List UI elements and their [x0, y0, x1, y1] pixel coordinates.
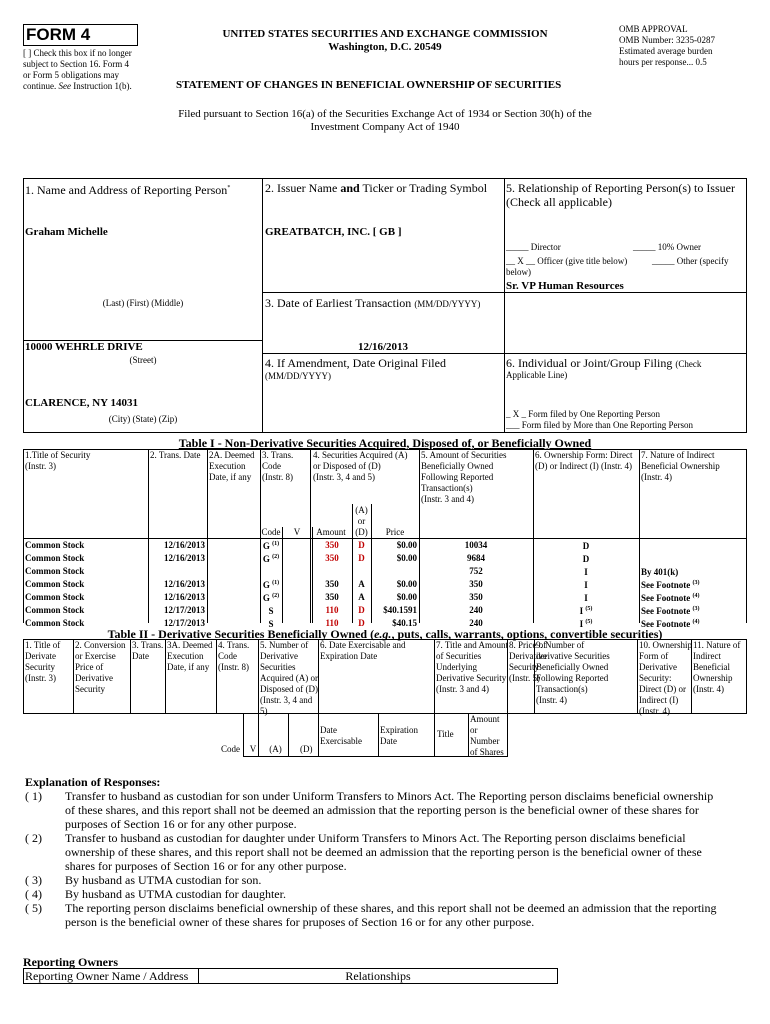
cell-owned: 240 — [469, 618, 483, 628]
filed-by-one-checkbox[interactable]: _ X _ Form filed by One Reporting Person — [506, 409, 660, 419]
checkbox-note-line: [ ] Check this box if no longer — [23, 48, 132, 58]
cell-ad: A — [358, 592, 365, 602]
t1-col-title-header: 1.Title of Security (Instr. 3) — [25, 450, 91, 471]
cell-ad: D — [358, 540, 365, 550]
cell-price: $0.00 — [396, 540, 417, 550]
cell-price: $0.00 — [396, 592, 417, 602]
t2-sub-code: Code — [221, 744, 240, 754]
footnote-text: Transfer to husband as custodian for daughter under Uniform Transfers to Minors Act. The Reporting person disclaims beneficial ownership of these shares, and this report shall not be deemed an admission that the reporting person is the beneficial owner of these shares for purposes of Section 16 or for any other purpose. — [65, 831, 702, 873]
footnote-number: ( 3) — [25, 873, 42, 887]
t2-col-underlying-header: 7. Title and Amount of Securities Underlying Derivative Security (Instr. 3 and 4) — [436, 640, 509, 694]
cell-owned: 10034 — [464, 540, 488, 550]
cell-date: 12/16/2013 — [163, 579, 205, 589]
cell-code: G $^{(2)}$ — [262, 593, 280, 603]
cell-nature: See Footnote $^{(3)}$ — [641, 580, 700, 590]
cell-amount: 350 — [325, 553, 339, 563]
checkbox-note-line: continue. See Instruction 1(b). — [23, 81, 132, 91]
t1-col-form-header: 6. Ownership Form: Direct (D) or Indirect (I) (Instr. 4) — [535, 450, 633, 471]
name-caption: (Last) (First) (Middle) — [102, 298, 184, 308]
box4-label: 4. If Amendment, Date Original Filed — [265, 356, 446, 370]
cell-code — [260, 565, 282, 578]
footnote — [25, 887, 750, 901]
footnote — [25, 831, 750, 873]
footnote — [25, 873, 750, 887]
cell-code: G $^{(1)}$ — [262, 580, 280, 590]
officer-title: Sr. VP Human Resources — [506, 280, 624, 292]
cell-title: Common Stock — [25, 566, 85, 576]
t1-col-code-header: 3. Trans. Code (Instr. 8) — [262, 450, 294, 482]
t1-sub-code: Code — [261, 527, 281, 537]
cell-form: D — [582, 554, 590, 564]
t2-col-code-header: 4. Trans. Code (Instr. 8) — [218, 640, 250, 672]
cell-title: Common Stock — [25, 592, 85, 602]
reporting-person-name: Graham Michelle — [25, 226, 108, 238]
other-below: below) — [506, 267, 531, 277]
footnote-text: By husband as UTMA custodian for daughter. — [65, 887, 286, 901]
officer-checkbox[interactable]: __ X __ Officer (give title below) — [506, 256, 628, 266]
box5-label-line: 5. Relationship of Reporting Person(s) to Issuer — [506, 181, 735, 195]
table-row — [23, 539, 747, 552]
t2-sub-title: Title — [437, 729, 454, 739]
form-title: FORM 4 — [26, 25, 91, 44]
cell-price: $0.00 — [396, 553, 417, 563]
t1-sub-price: Price — [385, 527, 405, 537]
box6-sublabel: Applicable Line) — [506, 370, 568, 380]
cell-nature: By 401(k) — [641, 567, 679, 577]
cell-v — [282, 604, 312, 617]
cell-title: Common Stock — [25, 618, 85, 628]
cell-ad: A — [358, 579, 365, 589]
cell-nature: See Footnote $^{(3)}$ — [641, 606, 700, 616]
cell-owned: 240 — [469, 605, 483, 615]
t2-col-date-header: 3. Trans. Date — [132, 640, 164, 661]
cell-nature: See Footnote $^{(4)}$ — [641, 619, 700, 629]
cell-amount — [312, 565, 352, 578]
cell-owned: 752 — [469, 566, 483, 576]
owner-name-header: Reporting Owner Name / Address — [25, 969, 189, 983]
cell-code: G $^{(2)}$ — [262, 554, 280, 564]
cell-date: 12/17/2013 — [163, 605, 205, 615]
omb-line: hours per response... 0.5 — [619, 57, 707, 67]
cell-form: I $^{(5)}$ — [579, 619, 593, 629]
footnote — [25, 789, 750, 831]
cell-deemed — [207, 578, 260, 591]
footnote-number: ( 2) — [25, 831, 42, 845]
t2-col-nature-header: 11. Nature of Indirect Beneficial Ownership (Instr. 4) — [693, 640, 741, 694]
cell-ad: D — [358, 553, 365, 563]
box1-label: 1. Name and Address of Reporting Person* — [25, 183, 231, 197]
filed-by-more-checkbox[interactable]: ___ Form filed by More than One Reporting Person — [506, 420, 693, 430]
cell-owned: 350 — [469, 579, 483, 589]
city-caption: (City) (State) (Zip) — [108, 414, 178, 424]
footnote-number: ( 4) — [25, 887, 42, 901]
cell-owned: 350 — [469, 592, 483, 602]
t2-sub-expiration-date: Expiration Date — [380, 725, 418, 746]
table-row — [23, 591, 747, 604]
footnote — [25, 901, 750, 929]
agency-location: Washington, D.C. 20549 — [328, 41, 442, 53]
other-checkbox[interactable]: _____ Other (specify — [652, 256, 729, 266]
t1-col-acquired-header: 4. Securities Acquired (A) or Disposed of (D) (Instr. 3, 4 and 5) — [313, 450, 408, 482]
cell-deemed — [207, 604, 260, 617]
t2-sub-d: (D) — [300, 744, 313, 754]
cell-title: Common Stock — [25, 540, 85, 550]
cell-ad — [352, 565, 371, 578]
checkbox-note-line: or Form 5 obligations may — [23, 70, 119, 80]
t2-col-deemed-header: 3A. Deemed Execution Date, if any — [167, 640, 213, 672]
cell-code: S — [268, 619, 274, 629]
t1-sub-ad: (A) or (D) — [355, 505, 368, 537]
cell-price — [371, 565, 419, 578]
earliest-transaction-date: 12/16/2013 — [357, 341, 409, 353]
filed-line: Investment Company Act of 1940 — [310, 121, 460, 133]
t1-sub-amount: Amount — [316, 527, 346, 537]
cell-code: S — [268, 606, 274, 616]
t2-sub-v: V — [249, 744, 257, 754]
t2-col-exercisable-header: 6. Date Exercisable and Expiration Date — [320, 640, 406, 661]
t2-col-form-header: 10. Ownership Form of Derivative Security: Direct (D) or Indirect (I) (Instr. 4) — [639, 640, 692, 716]
t1-sub-v: V — [293, 527, 301, 537]
cell-code: G $^{(1)}$ — [262, 541, 280, 551]
street-address: 10000 WEHRLE DRIVE — [25, 341, 143, 353]
statement-title: STATEMENT OF CHANGES IN BENEFICIAL OWNERSHIP OF SECURITIES — [176, 79, 562, 91]
cell-date: 12/17/2013 — [163, 618, 205, 628]
omb-line: OMB APPROVAL — [619, 24, 688, 34]
street-caption: (Street) — [129, 355, 157, 365]
cell-v — [282, 552, 312, 565]
box5-label-line: (Check all applicable) — [506, 195, 612, 209]
cell-deemed — [207, 591, 260, 604]
checkbox-note — [23, 48, 163, 92]
t1-col-owned-header: 5. Amount of Securities Beneficially Owned Following Reported Transaction(s) (Instr. 3 and 4) — [421, 450, 507, 504]
t2-col-conversion-header: 2. Conversion or Exercise Price of Derivative Security — [75, 640, 126, 694]
footnote-number: ( 1) — [25, 789, 42, 803]
cell-form: I — [584, 580, 588, 590]
cell-nature: See Footnote $^{(4)}$ — [641, 593, 700, 603]
footnote-number: ( 5) — [25, 901, 42, 915]
cell-form: I — [584, 567, 588, 577]
table1-rows — [23, 539, 747, 630]
footnote-text: Transfer to husband as custodian for son under Uniform Transfers to Minors Act. The Reporting person disclaims beneficial ownership of these shares, and this report shall not be deemed an admission that the reporting person is the beneficial owner of these shares for purposes of Section 16 or for any other purpose. — [65, 789, 714, 831]
filed-pursuant — [100, 108, 670, 134]
cell-form: I $^{(5)}$ — [579, 606, 593, 616]
cell-date: 12/16/2013 — [163, 540, 205, 550]
relationships-header: Relationships — [345, 969, 411, 983]
cell-v — [282, 539, 312, 552]
cell-ad: D — [358, 605, 365, 615]
table-row — [23, 565, 747, 578]
cell-amount: 350 — [325, 592, 339, 602]
omb-approval — [619, 24, 759, 68]
table2-title: Table II - Derivative Securities Beneficially Owned (e.g., puts, calls, warrants, options, convertible securities) — [107, 627, 663, 641]
footnote-text: By husband as UTMA custodian for son. — [65, 873, 262, 887]
t2-sub-date-exercisable: Date Exercisable — [320, 725, 362, 746]
cell-v — [282, 565, 312, 578]
cell-price: $40.1591 — [383, 605, 417, 615]
cell-form: D — [582, 541, 590, 551]
box6-label: 6. Individual or Joint/Group Filing (Check — [506, 356, 702, 370]
cell-ad: D — [358, 618, 365, 628]
t1-col-deemed-header: 2A. Deemed Execution Date, if any — [209, 450, 255, 482]
cell-owned: 9684 — [467, 553, 485, 563]
omb-line: OMB Number: 3235-0287 — [619, 35, 715, 45]
ten-percent-owner-checkbox[interactable]: _____ 10% Owner — [633, 242, 701, 252]
reporting-owners-heading: Reporting Owners — [23, 955, 118, 969]
cell-title: Common Stock — [25, 579, 85, 589]
cell-v — [282, 591, 312, 604]
cell-deemed — [207, 565, 260, 578]
city-state-zip: CLARENCE, NY 14031 — [25, 397, 138, 409]
cell-amount: 110 — [325, 618, 339, 628]
t2-col-title-header: 1. Title of Derivate Security (Instr. 3) — [25, 640, 61, 683]
box2-label: 2. Issuer Name and Ticker or Trading Symbol — [265, 181, 488, 195]
explanation-notes — [25, 789, 750, 929]
cell-date — [148, 565, 207, 578]
cell-price: $40.15 — [392, 618, 417, 628]
table-row — [23, 552, 747, 565]
cell-date: 12/16/2013 — [163, 592, 205, 602]
box4-sublabel: (MM/DD/YYYY) — [265, 371, 331, 381]
cell-form: I — [584, 593, 588, 603]
t1-col-date-header: 2. Trans. Date — [150, 450, 201, 460]
t2-sub-a: (A) — [269, 744, 282, 754]
cell-nature — [639, 539, 747, 552]
cell-deemed — [207, 552, 260, 565]
cell-nature — [639, 552, 747, 565]
cell-amount: 350 — [325, 579, 339, 589]
t2-sub-amount: Amount or Number of Shares — [470, 714, 504, 757]
table-row — [23, 578, 747, 591]
cell-deemed — [207, 539, 260, 552]
explanation-heading: Explanation of Responses: — [25, 775, 161, 789]
cell-amount: 110 — [325, 605, 339, 615]
t2-col-derivative-owned-header: 9. Number of derivative Securities Beneficially Owned Following Reported Transaction(s) (Instr. 4) — [536, 640, 610, 705]
cell-title: Common Stock — [25, 553, 85, 563]
director-checkbox[interactable]: _____ Director — [506, 242, 561, 252]
cell-v — [282, 578, 312, 591]
omb-line: Estimated average burden — [619, 46, 713, 56]
agency-name: UNITED STATES SECURITIES AND EXCHANGE COMMISSION — [222, 28, 548, 40]
t1-col-nature-header: 7. Nature of Indirect Beneficial Ownership (Instr. 4) — [641, 450, 720, 482]
t2-col-price-header: 8. Price of Derivative Security (Instr. 5) — [509, 640, 547, 683]
cell-date: 12/16/2013 — [163, 553, 205, 563]
table1-title: Table I - Non-Derivative Securities Acquired, Disposed of, or Beneficially Owned — [178, 436, 592, 450]
cell-amount: 350 — [325, 540, 339, 550]
cell-title: Common Stock — [25, 605, 85, 615]
filed-line: Filed pursuant to Section 16(a) of the Securities Exchange Act of 1934 or Section 30(h) of the — [178, 108, 592, 120]
issuer-name: GREATBATCH, INC. [ GB ] — [265, 226, 402, 238]
table-row — [23, 604, 747, 617]
checkbox-note-line: subject to Section 16. Form 4 — [23, 59, 129, 69]
t2-col-number-header: 5. Number of Derivative Securities Acquired (A) or Disposed of (D) (Instr. 3, 4 and 5) — [260, 640, 318, 716]
box3-label: 3. Date of Earliest Transaction (MM/DD/YYYY) — [265, 296, 481, 310]
box5-label — [506, 181, 748, 209]
footnote-text: The reporting person disclaims beneficial ownership of these shares, and this report shall not be deemed an admission that the reporting person is the beneficial owner of these shares for pruposes of Section 16 or for any other purpose. — [65, 901, 717, 929]
cell-price: $0.00 — [396, 579, 417, 589]
